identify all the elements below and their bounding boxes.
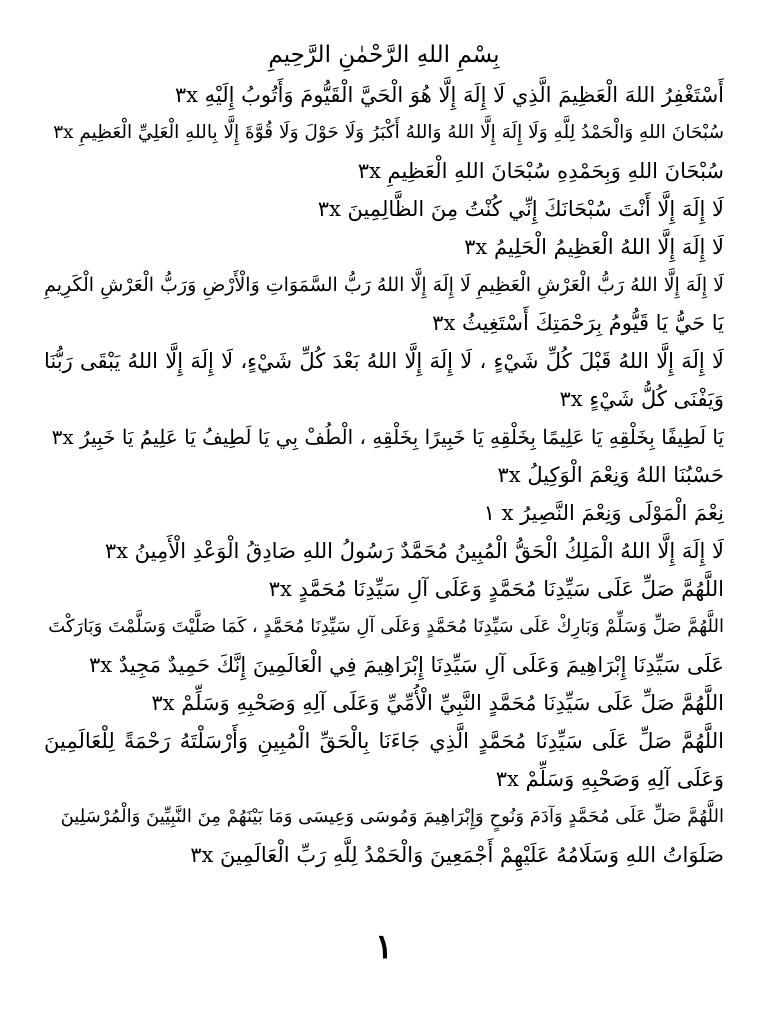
dhikr-line: حَسْبُنَا اللهُ وَنِعْمَ الْوَكِيلُ ٣x: [497, 463, 724, 487]
dhikr-line: أَسْتَغْفِرُ اللهَ الْعَظِيمَ الَّذِي لَا إِلَهَ إِلَّا هُوَ الْحَيَّ الْقَيُّومَ وَأَتُوبُ إِلَيْهِ ٣x: [174, 83, 724, 107]
dhikr-line: سُبْحَانَ اللهِ وَالْحَمْدُ لِلَّهِ وَلَا إِلَهَ إِلَّا اللهُ وَاللهُ أَكْبَرُ وَلَا حَوْلَ وَلَا قُوَّةَ إِلَّا بِاللهِ الْعَلِيِّ الْعَظِيمِ ٣x: [53, 122, 724, 143]
dhikr-line: اللَّهُمَّ صَلِّ عَلَى سَيِّدِنَا مُحَمَّدٍ الَّذِي جَاءَنَا بِالْحَقِّ الْمُبِينِ وَأَرْسَلْتَهُ رَحْمَةً لِلْعَالَمِينَ وَعَلَى آلِهِ وَصَحْبِهِ وَسَلِّمْ ٣x: [44, 729, 724, 791]
dhikr-line: لَا إِلَهَ إِلَّا اللهُ رَبُّ الْعَرْشِ الْعَظِيمِ لَا إِلَهَ إِلَّا اللهُ رَبُّ السَّمَوَاتِ وَالْأَرْضِ وَرَبُّ الْعَرْشِ الْكَرِيمِ: [44, 274, 724, 296]
dhikr-line: يَا حَيُّ يَا قَيُّومُ بِرَحْمَتِكَ أَسْتَغِيثُ ٣x: [432, 311, 724, 335]
page-title: بِسْمِ اللهِ الرَّحْمٰنِ الرَّحِيمِ: [268, 42, 500, 68]
page-number: ١: [374, 927, 394, 967]
dhikr-line: لَا إِلَهَ إِلَّا اللهُ الْعَظِيمُ الْحَلِيمُ ٣x: [464, 235, 724, 259]
dhikr-line: اللَّهُمَّ صَلِّ عَلَى سَيِّدِنَا مُحَمَّدٍ النَّبِيِّ الْأُمِّيِّ وَعَلَى آلِهِ وَصَحْبِهِ وَسَلِّمْ ٣x: [151, 691, 724, 715]
dhikr-line: نِعْمَ الْمَوْلَى وَنِعْمَ النَّصِيرُ x ١: [483, 501, 724, 525]
dhikr-line: اللَّهُمَّ صَلِّ وَسَلِّمْ وَبَارِكْ عَلَى سَيِّدِنَا مُحَمَّدٍ وَعَلَى آلِ سَيِّدِنَا مُحَمَّدٍ ، كَمَا صَلَّيْتَ وَسَلَّمْتَ وَبَارَكْتَ: [48, 616, 724, 637]
dhikr-line: سُبْحَانَ اللهِ وَبِحَمْدِهِ سُبْحَانَ اللهِ الْعَظِيمِ ٣x: [357, 159, 724, 183]
dhikr-line: صَلَوَاتُ اللهِ وَسَلَامُهُ عَلَيْهِمْ أَجْمَعِينَ وَالْحَمْدُ لِلَّهِ رَبِّ الْعَالَمِينَ ٣x: [190, 843, 724, 867]
dhikr-line: عَلَى سَيِّدِنَا إِبْرَاهِيمَ وَعَلَى آلِ سَيِّدِنَا إِبْرَاهِيمَ فِي الْعَالَمِينَ إِنَّكَ حَمِيدٌ مَجِيدٌ ٣x: [89, 653, 724, 677]
dhikr-line: لَا إِلَهَ إِلَّا اللهُ قَبْلَ كُلِّ شَيْءٍ ، لَا إِلَهَ إِلَّا اللهُ بَعْدَ كُلِّ شَيْءٍ، لَا إِلَهَ إِلَّا اللهُ يَبْقَى رَبُّنَا وَيَفْنَى كُلُّ شَيْءٍ ٣x: [44, 349, 724, 411]
dhikr-line: اللَّهُمَّ صَلِّ عَلَى مُحَمَّدٍ وَآدَمَ وَنُوحٍ وَإِبْرَاهِيمَ وَمُوسَى وَعِيسَى وَمَا بَيْنَهُمْ مِنَ النَّبِيِّينَ وَالْمُرْسَلِينَ: [60, 806, 724, 827]
dhikr-line: اللَّهُمَّ صَلِّ عَلَى سَيِّدِنَا مُحَمَّدٍ وَعَلَى آلِ سَيِّدِنَا مُحَمَّدٍ ٣x: [268, 577, 724, 601]
dhikr-line: يَا لَطِيفًا بِخَلْقِهِ يَا عَلِيمًا بِخَلْقِهِ يَا خَبِيرًا بِخَلْقِهِ ، الْطُفْ بِي يَا لَطِيفُ يَا عَلِيمُ يَا خَبِيرُ ٣x: [51, 425, 724, 449]
dhikr-line: لَا إِلَهَ إِلَّا اللهُ الْمَلِكُ الْحَقُّ الْمُبِينُ مُحَمَّدٌ رَسُولُ اللهِ صَادِقُ الْوَعْدِ الْأَمِينُ ٣x: [104, 539, 724, 563]
dhikr-text-block: [44, 76, 724, 874]
dhikr-line: لَا إِلَهَ إِلَّا أَنْتَ سُبْحَانَكَ إِنِّي كُنْتُ مِنَ الظَّالِمِينَ ٣x: [317, 197, 724, 221]
